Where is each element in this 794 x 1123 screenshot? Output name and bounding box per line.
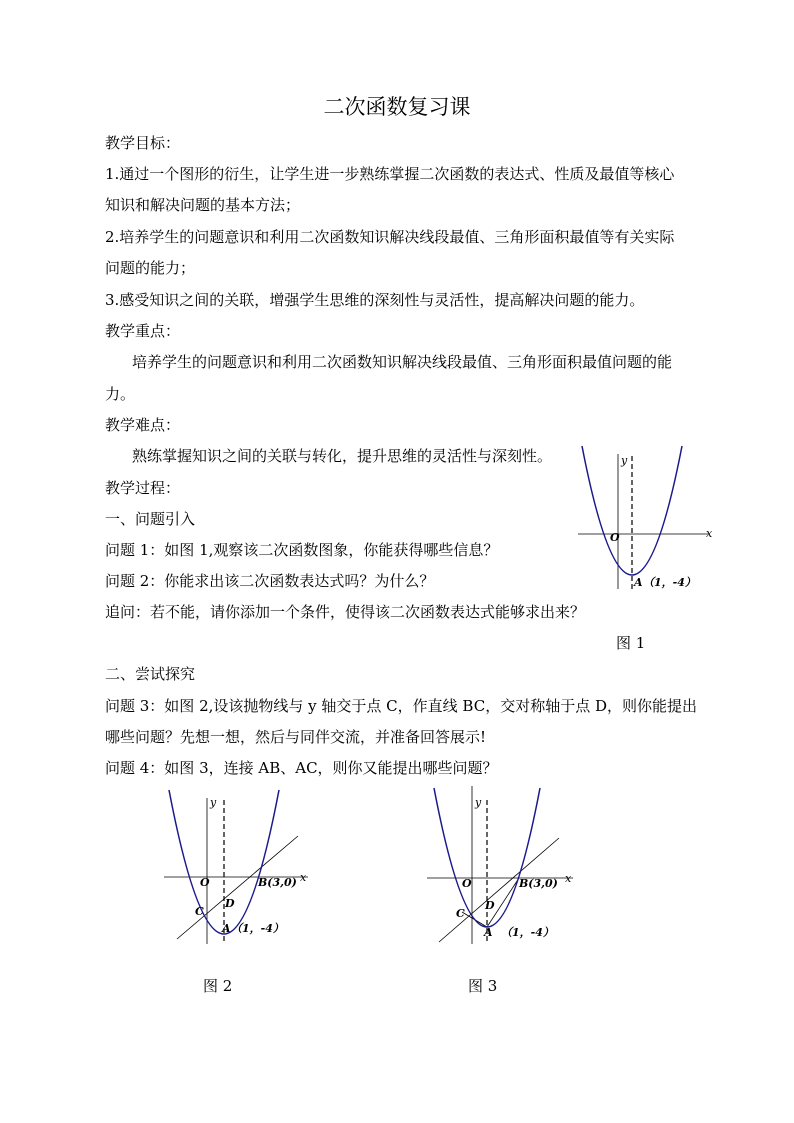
point-c-label: C — [456, 907, 465, 920]
y-axis-label: y — [621, 454, 628, 467]
figure-2-caption: 图 2 — [203, 977, 233, 995]
page-title: 二次函数复习课 — [323, 95, 471, 119]
origin-label: O — [610, 531, 620, 544]
goals-heading: 教学目标： — [105, 134, 181, 152]
point-b-label: B(3,0) — [258, 876, 297, 889]
figure-1 — [574, 444, 714, 594]
figure-3-caption: 图 3 — [468, 977, 498, 995]
vertex-label: A — [222, 922, 231, 935]
difficulties-heading: 教学难点： — [105, 416, 181, 434]
vertex-coord-label: （1，-4） — [501, 926, 554, 939]
y-axis-label: y — [210, 796, 217, 809]
goal-1-line-2: 知识和解决问题的基本方法； — [105, 196, 301, 214]
figure-3 — [425, 786, 585, 946]
point-d-label: D — [485, 899, 495, 912]
x-axis-label: x — [300, 871, 307, 884]
point-d-label: D — [225, 897, 235, 910]
question-3-line-2: 哪些问题？先想一想，然后与同伴交流，并准备回答展示! — [105, 728, 487, 746]
key-points-line-2: 力。 — [105, 385, 136, 403]
section-1-heading: 一、问题引入 — [105, 510, 196, 528]
question-1: 问题 1：如图 1,观察该二次函数图象，你能获得哪些信息？ — [105, 541, 499, 559]
goal-2-line-1: 2.培养学生的问题意识和利用二次函数知识解决线段最值、三角形面积最值等有关实际 — [105, 228, 675, 246]
question-3-line-1: 问题 3：如图 2,设该抛物线与 y 轴交于点 C，作直线 BC，交对称轴于点 D，则你能提出 — [105, 697, 697, 715]
question-2: 问题 2：你能求出该二次函数表达式吗？为什么？ — [105, 572, 435, 590]
y-axis-label: y — [475, 796, 482, 809]
goal-1-line-1: 1.通过一个图形的衍生，让学生进一步熟练掌握二次函数的表达式、性质及最值等核心 — [105, 165, 675, 183]
vertex-coord-label: （1，-4） — [231, 922, 284, 935]
point-b-label: B(3,0) — [519, 877, 558, 890]
section-2-heading: 二、尝试探究 — [105, 665, 196, 683]
goal-3: 3.感受知识之间的关联，增强学生思维的深刻性与灵活性，提高解决问题的能力。 — [105, 291, 645, 309]
vertex-coord-label: （1，-4） — [643, 576, 696, 589]
point-c-label: C — [195, 905, 204, 918]
origin-label: O — [200, 876, 210, 889]
figure-2 — [160, 786, 320, 946]
origin-label: O — [462, 877, 472, 890]
key-points-heading: 教学重点： — [105, 322, 181, 340]
goal-2-line-2: 问题的能力； — [105, 259, 196, 277]
follow-up-question: 追问：若不能，请你添加一个条件，使得该二次函数表达式能够求出来？ — [105, 603, 586, 621]
key-points-line-1: 培养学生的问题意识和利用二次函数知识解决线段最值、三角形面积最值问题的能 — [132, 353, 673, 371]
vertex-label: A — [634, 576, 643, 589]
difficulties-line-1: 熟练掌握知识之间的关联与转化，提升思维的灵活性与深刻性。 — [132, 447, 553, 465]
process-heading: 教学过程： — [105, 479, 181, 497]
figure-1-caption: 图 1 — [616, 634, 646, 652]
x-axis-label: x — [565, 872, 572, 885]
question-4: 问题 4：如图 3，连接 AB、AC，则你又能提出哪些问题？ — [105, 759, 498, 777]
x-axis-label: x — [706, 527, 713, 540]
vertex-label: A — [484, 926, 493, 939]
